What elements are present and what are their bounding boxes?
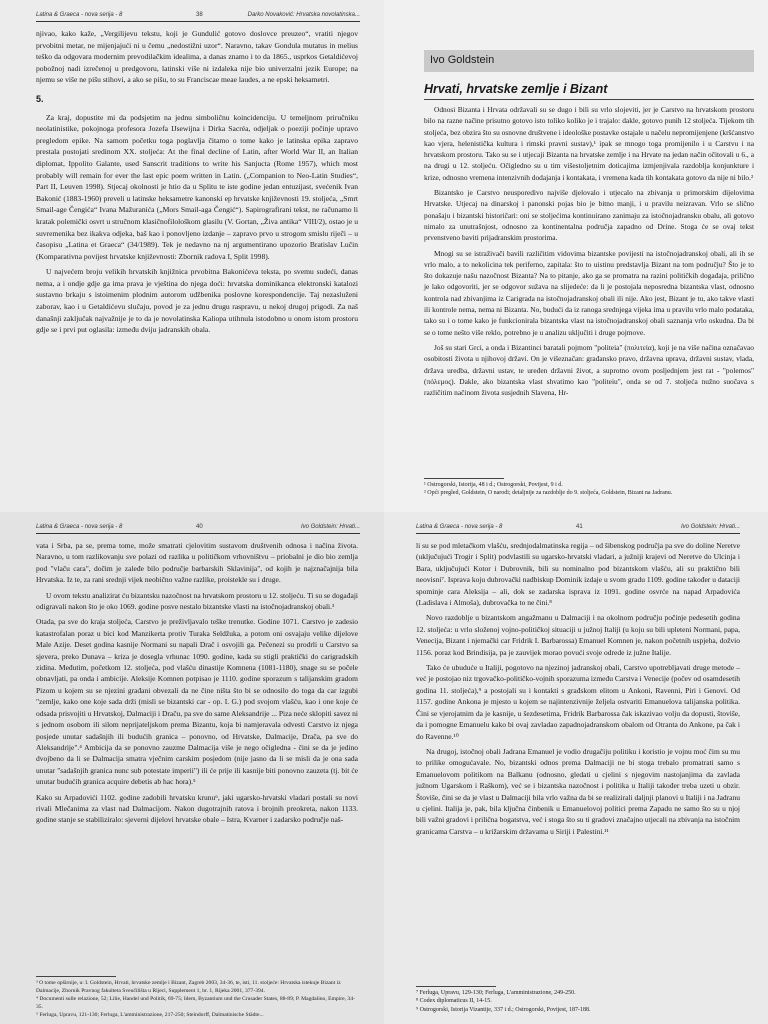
page-body (416, 540, 740, 841)
author-box (424, 50, 754, 72)
running-header (36, 522, 360, 534)
footnote: ⁹ Ostrogorski, Istorija Vizantije, 337 i d.; Ostrogorski, Povijest, 187-188. (416, 1006, 591, 1013)
page-39 (384, 0, 768, 512)
footnote-rule (36, 976, 116, 977)
page-38 (0, 0, 384, 512)
paragraph: U najvećem broju velikih hrvatskih knjižnica prvobitna Bakonićeva teksta, po svemu sudeći, danas nema, a i ondje gdje ga ima prava je vještina do njega doći: hrvatska dominikanca elektronski katalozi sustavno brkaju s istoimenim plodnim autorom udžbenika poslovne korespondencije. Taj nezasluženi zaborav, kao i u Getaldićevu slučaju, povod je za jednu drugu raspravu, u nekoj drugoj prigodi. Za naš današnji zaključak najvažnije je to da je novolatinska Kaliopa utihnula istodobno u onom istom prostoru gdje se i prvi put oglasila: između dviju jadranskih obala. (36, 267, 358, 335)
header-journal: Latina & Graeca - nova serija - 8 (36, 524, 123, 530)
header-author: Ivo Goldstein: Hrvati... (680, 524, 740, 530)
page-41 (384, 512, 768, 1024)
footnote: ⁸ Codex diplomaticus II, 14-15. (416, 998, 492, 1005)
footnote: ² Opći pregled, Goldstein, O narodi; detaljnije za razdoblje do 9. stoljeća, Goldstein, Bizant na Jadranu. (424, 490, 673, 497)
header-journal: Latina & Graeca - nova serija - 8 (416, 524, 503, 530)
footnotes (36, 976, 358, 1019)
paragraph: Otada, pa sve do kraja stoljeća, Carstvo je preživljavalo teške trenutke. Godine 1071. Carstvo je zadesio katastrofalan poraz u bici kod Manzikerta protiv Turaka Seldžuka, a potom oni osvajaju velike dijelove Male Azije. Deset godina kasnije Normani su napali Drač i osvojili ga. Pečenezi su prodrli u Carstvo sa sjevera, preko Dunava – kriza je dosegla vrhunac 1090. godine, kada su stigli praktički do carigradskih zidina. Međutim, početkom 12. stoljeća, pod vlašću dinastije Komnena (1081-1180), snage su se počele obnavljati, pa onda i ambicije. Aleksije Komnen potpisao je 1110. godine sporazum s talijanskim gradom Pizom u kojem su se njezini građani obvezali da ne čine ništa što bi se odnosilo do toga da car izgubi "zemlje, kako one koje sada drži (misli se bizantski car - op. I. G.) pod svojom vlašću, kao i one koje će odsada prisvojiti u Hrvatskoj, Dalmaciji i Draču, pa sve do same Aleksandrije ... Piza neće sklopiti savez ni s jednom osobom ili silom neprijateljskom prema Bizantu, koja bi namjeravala odvesti Carstvo iz njega posjede unutar sadašnjih ili budućih granica – ponovno, od Hrvatske, Dalmacije, Drača, pa sve do Aleksandrije".⁴ Ambicija da se ponovno zauzme Dalmacija više je nego očigledna - čini se da je jedino dvojbeno da li se Dalmacija smatra vječnim carskim posjedom (nije jasno da li se misli da je ona sada unutar "sadašnjih granica nunc sub potestate imperii") ili će prije ili kasnije biti ponovno zauzeta (tj. bit će unutar budućih granica acquire debetis ab hac hora).⁵ (36, 617, 359, 787)
header-author: Ivo Goldstein: Hrvati... (300, 524, 360, 530)
paragraph: Novo razdoblje u bizantskom angažmanu u Dalmaciji i na okolnom području počinje pedesetih godina 12. stoljeća: u vrlo složenoj vojno-političkoj situaciji u južnoj Italiji (u koju su bili upleteni Normani, papa, Venecija, Bizant i njemački car Fridrik I. Barbarossa) Emanuel Komnen je, nakon početnih uspjeha, dožvio 1156. poraz kod Brindisija, pa je zauvijek morao povući svoje odrede iz južne Italije. (416, 613, 740, 657)
page-body (36, 28, 358, 340)
page-number: 40 (196, 524, 203, 530)
footnotes (416, 986, 740, 1014)
paragraph: njivao, kako kaže, „Vergilijevu tekstu, koji je Gundulić gotovo doslovce preuzeo“, vratiti njegov prvobitni metar, ne mijenjajući ni u čemu „nedostižni uzor“. Naravno, takav Gondula mutatus in melius teško da odgovara modernim prevodilačkim idealima, a danas znamo i to da 1865., usprkos Getaldićevoj pobožnoj nadi izrečenoj u predgovoru, latinski više ni izdaleka nije bio univerzalni jezik Europe; na njemu se više ne pišu stihovi, a ako se pišu, to su Franciscae meae laudes, a ne epski heksametri. (36, 29, 358, 85)
page-body (36, 540, 358, 830)
footnote: ³ O tome opširnije, u: I. Goldstein, Hrvati, hrvatske zemlje i Bizant, Zagreb 2003, 34-36, te, isti, 11. stoljeće: Hrvatska istekuje Bizant iz Dalmacije, Zbornik Pravnog fakulteta Sveučilišta u Rijeci, Supplement 1, br. 1, Rijeka 2001, 377-394. (36, 980, 341, 994)
paragraph: vata i Srba, pa se, prema tome, može smatrati cjelovitim sustavom društvenih odnosa i načina života. Naravno, u tom razlikovanju sve polazi od razlika u političkom vrhovništvu – priobalni je dio bio zemlja pod "vlaču cara", dočim je zaleđe bilo područje barbarskih Sklavinija", od kojih je najznačajnija bila Hrvatska. Iz te, za rani srednji vijek neobično važne razlike, proistekle su i druge. (36, 541, 358, 585)
paragraph: li su se pod mletačkom vlašću, srednjodalmatinska regija – od šibenskog područja pa sve do doline Neretve (uključujući Trogir i Split) podvlastili su ugarsko-hrvatski vladari, a južniji krajevi od Neretve do Ulcinja i Bara, uključujući Kotor i Dubrovnik, bili su nominalno pod bizantskom vlašću, ali su praktično bili neovisni⁷. Isprava koju dubrovački nadbiskup Dominik izdaje u svom gradu 1109. godine također u dataciji spominje cara Aleksija – ali, dok se zadarska isprava iz 1091. godine osvrće na napad Arpadovića (Ladislava i Almoša), dubrovačka to ne čini.⁸ (416, 541, 740, 608)
page-number: 41 (576, 524, 583, 530)
author-name: Ivo Goldstein (430, 54, 495, 66)
paragraph: Odnosi Bizanta i Hrvata održavali su se dugo i bili su vrlo slojeviti, jer je Carstvo na hrvatskom prostoru bilo na razne načine prisutno gotovo isto toliko koliko je i trajalo: dakle, gotovo punih 12 stoljeća. Tijekom tih stoljeća, bez obzira što su osnovne društvene i ideološke postavke ostajale u načelu nepromijenjene (kršćanstvo kao vjera, helenistička kultura i rimski pravni sustav),¹ ipak se mnogo toga promijenilo i u Carstvu i na hrvatskom prostoru. Tako su se i utjecaji Bizanta na hrvatske zemlje i na Hrvate na jedan način očitovali u 6., a na drugi u 12. stoljeću. Očigledno su u tim višestoljetnim doticajima izmjenjivala razdoblja konjunkture i krize, odnosno vremena intenzivnih dodajanja i kontakata, i vremena kada tih kontakata gotovo da nije ni bilo.² (424, 105, 754, 182)
footnotes (424, 478, 754, 498)
paragraph: Tako će ubuduće u Italiji, pogotovo na njezinoj jadranskoj obali, Carstvo upotrebljavati druge metode – već je postojao niz trgovačko-političko-vojnih sporazuma između Carstva i Venecije (počev od osamdesetih godina 11. stoljeća),⁹ a postojali su i kontakti s građskom elitom u Ankoni, Ravenni, Piri i Genovi. Od 1157. godine Ankona je mjesto u kojem se najintenzivnije željela ostvariti Emanuelova talijanska politika. Čini se vjerojatnim da je kasnije, u šezdesetima, Fridrik Barbarossa čak iskazivao volju da dopusti, štoviše, da i pomogne Emanuelu kako bi ovaj zavladao zapadnojadranskom obalom od Otranta do Ankone, pa čak i do Ravenne.¹⁰ (416, 663, 740, 741)
footnote-rule (416, 986, 496, 987)
article-title: Hrvati, hrvatske zemlje i Bizant (424, 82, 754, 100)
footnote: ⁷ Ferluga, Upravu, 129-130; Ferluga, L'amministrazione, 249-250. (416, 990, 576, 996)
paragraph: Mnogi su se istraživači bavili različitim vidovima bizantske povijesti na istočnojadranskoj obali, ali ih se vrlo malo, a to nekolicina tek periferno, zapitala: što to uistinu predstavlja Bizant na tom području? Što je to što dokazuje našu nazočnost Bizanta? Na to pitanje, ako ga se promatra na razini političkih događaja, prilično je lako odgovoriti, jer se odgovor sužava na slijedeće: da li je postojala neposredna bizantska vlast, odnosno kontrola nad zbivanjima iz Carigrada na istočnojadranskoj obali ili nije. Ako jest, Bizant je tu, ako takve vlasti ili kontrole nema, nema ni Bizanta. No, budući da iz ranoga srednjega vijeka ima u pravilu vrlo malo podataka, tako su i o tome kako je funkcionirala bizantska vlast na istočnojadranskoj obali saznanja vrlo oskudna. Da bi se o tome nešto više reklo, potrebno je u analizu uključiti i druge pojmove. (424, 248, 754, 337)
paragraph: Za kraj, dopustite mi da podsjetim na jednu simboličnu koincidenciju. U temeljnom priručniku neolatinistike, pokojnoga profesora Jozefa IJsewijna i Dirka Sacréa, odjeljak o poeziji počinje upravo pregledom epike. Na samom početku toga poglavlja čitamo o tome kako je latinska epika zapravo prestala postojati sredinom XX. stoljeća: At the final decline of Latin, after World War II, an Italian diplomat, Ippolito Galante, used Sanscrit traditions to write his Sanjucta (Rome 1957), which most probably will remain for ever the last epic poem written in Latin. („Companion to Neo-Latin Studies“, Part II, Leuven 1998). Stjecaj okolnosti je htio da u Splitu te iste godine jedan entuzijast, svećenik Ivan Bakonić (1883-1960) preveli u latinske heksametre kanonski ep hrvatske književnosti 19. stoljeća, „Smrt Smail-age Čengića“ Ivana Mažuranića („Mors Smail-aga Čengić“). Sapirografirani tekst, ne računamo li kratak polemički osvrt u stručnom klasičnofilološkom glasilu (V. Gortan, „Živa antika“ VIII/2), ostao je u suvremenika bez ikakva odjeka, baš kao i ponovljeno izdanje – zapravo prvo u strogom smislu riječi – u časopisu „Latina et Graeca“ (34/1989). Tek je nedavno na nj argumentirano upozorio Bratislav Lučin (Komparativna povijest hrvatske književnosti: Zbornik radova I, Split 1998). (36, 112, 358, 261)
section-heading: 5. (36, 93, 44, 104)
header-author: Darko Novaković: Hrvatska novolatinska... (247, 12, 360, 18)
paragraph: Još su stari Grci, a onda i Bizantinci baratali pojmom "politeia" (πολιτεία), koji je na više načina označavao osobitosti života u njihovoj državi. On je višeznačan: građansko pravo, državna uprava, državni sustav, vlada, država uredba, državni ustav, te uređen državni život, a suprotno ovom posljednjem jest rat - "polemos" (πόλεμος). Dakle, ako bizantska vlast shvatimo kao "politeiu", onda se od 7. stoljeća nužno suočava s različitim načinom života susjednih Slavena, Hr- (424, 342, 754, 398)
paragraph: Bizantsko je Carstvo neusporedivo najviše djelovalo i utjecalo na zbivanja u primorskim dijelovima Hrvatske. Utjecaj na dinarskoj i panonski pojas bio je bitno manji, i u pravilu neizravan. Vrlo se slično ponašaju i bizantski historičari: oni se stoljećima kontinuirano zanimaju za istočnojadransku obalu, ali gotovo nimalo za unutrašnjost, odnosno za kontinentalna područja zapadno od Drine. Stoga će se ovaj tekst prvenstveno baviti prijadranskim prostorima. (424, 188, 754, 243)
running-header (416, 522, 740, 534)
footnote-rule (424, 478, 504, 479)
running-header (36, 10, 360, 22)
footnote: ⁴ Documenti sulle relazione, 52; Lilie, Handel und Politik, 69-75; Idem, Byzantium und the Crusader States, 88-89; P. Magdalino, Empire, 34-35. (36, 996, 355, 1010)
footnote: ¹ Ostrogorski, Istorija, 48 i d.; Ostrogorski, Povijest, 9 i d. (424, 482, 563, 488)
page-40 (0, 512, 384, 1024)
page-number: 38 (196, 12, 203, 18)
paragraph: Kako su Arpadovići 1102. godine zadobili hrvatsku krunu⁶, jaki ugarsko-hrvatski vladari postali su novi rivali Mlečanima za vlast nad Dalmacijom. Nakon dugotrajnih ratova i brojnih preokreta, nakon 1133. godine stanje se stabiliziralo: sjeverni dijelovi hrvatske obale – Istra, Kvarner i zadarsko područje naš- (36, 792, 358, 825)
paragraph: Na drugoj, istočnoj obali Jadrana Emanuel je vodio drugačiju politiku i koristio je vojnu moć čim su mu to prilike omogućavale. No, bizantski odnos prema Dalmaciji ne bi stoga trebalo promatrati samo s Emanuelovom politikom na Balkanu (odnosno, gledati u cjelini s njegovim nastojanjima da zavlada južnom Ugarskom i Raškom), već se i bizantska nazočnost i politika u Italiji također treba uzeti u obzir. Štoviše, čini se da je vlast u Dalmaciji bila vrlo važna da bi se realizirali daljnji planovi u Italiji i na Jadranu u cjelini. Italija je, pak, bila ključna činbenik u Emanuelovoj politici prema Zapadu ne samo što su u njoj bili važni gradovi i prilična bogatstva, već i stoga što su ti gradovi značajno utjecali na zbivanja na istočnim granicama Carstva – u križarskim državama u Siriji i Palestini.¹¹ (416, 746, 740, 836)
header-journal: Latina & Graeca - nova serija - 8 (36, 12, 123, 18)
page-body (424, 104, 754, 402)
footnote: ⁵ Ferluga, Upravu, 121-130; Ferluga, L'amministrazione, 217-250; Steindorff, Dalmatinische Städte... (36, 1012, 264, 1018)
paragraph: U ovom tekstu analizirat ću bizantsku nazočnost na hrvatskom prostoru u 12. stoljeću. Ti su se događaji odigravali nakon što je oko 1069. godine posve nestalo bizantske vlasti na istočnojadranskoj obali.³ (36, 590, 358, 612)
